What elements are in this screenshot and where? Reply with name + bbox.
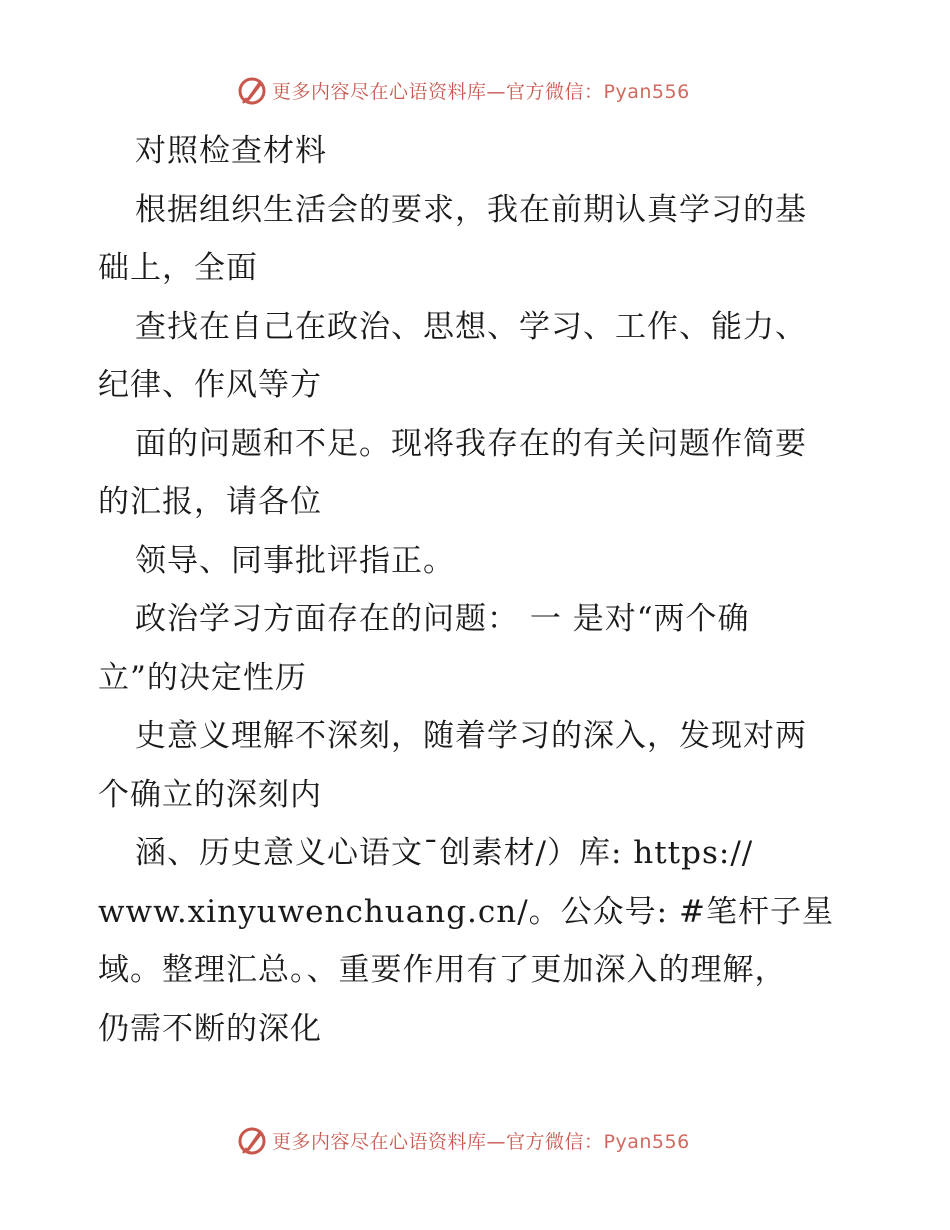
header-watermark [236, 72, 736, 108]
watermark-text: 更多内容尽在心语资料库—官方微信： [272, 1130, 604, 1153]
text-line: 领导、同事批评指正。 [135, 542, 455, 579]
text-line: 政治学习方面存在的问题： 一 是对“两个确 [135, 601, 750, 637]
text-line: 域。整理汇总。、重要作用有了更加深入的理解， [98, 952, 787, 988]
text-line: 仍需不断的深化 [98, 1010, 322, 1047]
watermark-id: Pyan556 [603, 80, 690, 103]
text-line: 查找在自己在政治、思想、学习、工作、能力、 [135, 308, 807, 345]
text-line: 面的问题和不足。现将我存在的有关问题作简要 [135, 425, 807, 462]
text-line: 础上，全面 [98, 250, 258, 286]
text-line: 对照检查材料 [135, 133, 327, 169]
quill-logo-icon [236, 74, 268, 106]
text-line: 根据组织生活会的要求，我在前期认真学习的基 [135, 191, 807, 228]
text-line: 纪律、作风等方 [98, 367, 322, 403]
text-line: 的汇报，请各位 [98, 484, 322, 520]
quill-logo-icon [236, 1124, 268, 1156]
text-line: www.xinyuwenchuang.cn/。公众号: #笔杆子星 [98, 893, 834, 930]
watermark-text: 更多内容尽在心语资料库—官方微信： [272, 80, 604, 103]
footer-watermark [236, 1122, 736, 1158]
text-line: 立”的决定性历 [98, 659, 307, 696]
watermark-id: Pyan556 [603, 1130, 690, 1153]
document-body [98, 122, 858, 1058]
text-line: 史意义理解不深刻，随着学习的深入，发现对两 [135, 718, 807, 754]
text-line: 涵、历史意义心语文¯创素材/）库: https:// [135, 835, 754, 871]
text-line: 个确立的深刻内 [98, 776, 322, 813]
